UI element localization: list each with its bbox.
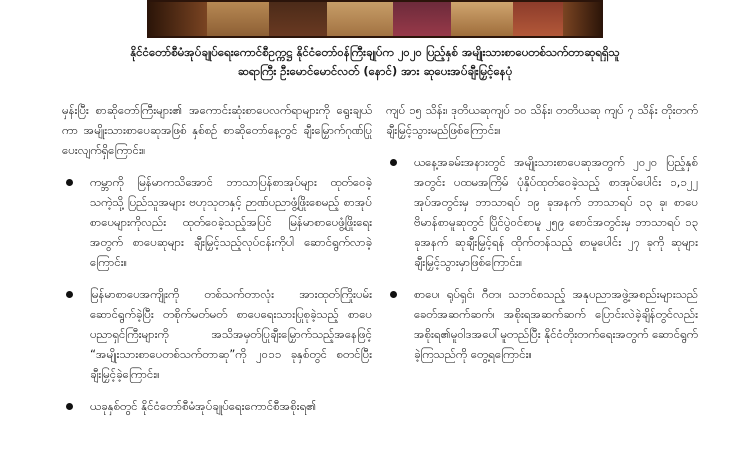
paragraph [386,100,698,140]
caption-line-1: နိုင်ငံတော်စီမံအုပ်ချုပ်ရေးကောင်စီဥက္ကဋ္ဌ နိုင်ငံတော်ဝန်ကြီးချုပ်က ၂၀၂၀ ပြည့်နှစ် အမျိုးသားစာပေတစ်သက်တာဆုရရှိသူ [130,45,620,59]
bullet-paragraph [62,284,372,384]
paragraph-text: မှန်းပြီး စာဆိုတော်ကြီးများ၏ အကောင်းဆုံးစာပေလက်ရာများကို ရွေးချယ်ကာ အမျိုးသားစာပေဆုအဖြစ် နှစ်စဉ် စာဆိုတော်နေ့တွင် ချီးမြှောက်ဂုဏ်ပြုပေးလျက်ရှိကြောင်း။ [62,103,372,157]
event-photo [147,0,603,38]
paragraph-text: မြန်မာစာပေအကျိုးကို တစ်သက်တာလုံး အားထုတ်ကြိုးပမ်းဆောင်ရွက်ခဲ့ပြီး တစိုက်မတ်မတ် စာပေရေးသားပြုစုခဲ့သည့် စာပေပညာရှင်ကြီးများကို အသိအမှတ်ပြုချီးမြှောက်သည့်အနေဖြင့် “အမျိုးသားစာပေတစ်သက်တာဆု”ကို ၂၀၁၁ ခုနှစ်တွင် စတင်ပြီးချီးမြှင့်ခဲ့ကြောင်း။ [90,287,372,381]
paragraph-text: စာပေ၊ ရုပ်ရှင်၊ ဂီတ၊ သဘင်စသည့် အနုပညာအဖွဲ့အစည်းများသည် ခေတ်အဆက်ဆက်၊ အစိုးရအဆက်ဆက် ပြောင်းလဲခဲ့ချိန်တွင်လည်း အစိုးရ၏မူဝါဒအပေါ်မူတည်ပြီး နိုင်ငံတိုးတက်ရေးအတွက် ဆောင်ရွက်ခဲ့ကြသည်ကို တွေ့ရကြောင်း။ [414,287,698,361]
paragraph-text: ကျပ် ၁၅ သိန်း၊ ဒုတိယဆုကျပ် ၁၀ သိန်း၊ တတိယဆု ကျပ် ၇ သိန်း တိုးတက်ချီးမြှင့်သွားမည်ဖြစ်ကြောင်း။ [386,103,698,137]
right-column [386,100,698,376]
paragraph-text: ယခုနှစ်တွင် နိုင်ငံတော်စီမံအုပ်ချုပ်ရေးကောင်စီအစိုးရ၏ [90,399,317,413]
bullet-icon [66,179,73,186]
bullet-icon [390,159,397,166]
bullet-icon [66,403,73,410]
bullet-icon [390,291,397,298]
bullet-paragraph [62,172,372,272]
paragraph [62,100,372,160]
bullet-icon [66,291,73,298]
bullet-paragraph [62,396,372,416]
paragraph-text: ကမ္ဘာကို မြန်မာကသိအောင် ဘာသာပြန်စာအုပ်များ ထုတ်ဝေခဲ့သကဲ့သို့ ပြည်သူအများ ဗဟုသုတနှင့် ဉာဏ်ပညာဖွံ့ဖြိုးစေမည့် စာအုပ်စာပေများကိုလည်း ထုတ်ဝေခဲ့သည့်အပြင် မြန်မာစာပေဖွံ့ဖြိုးရေးအတွက် စာပေဆုများ ချီးမြှင့်သည့်လုပ်ငန်းကိုပါ ဆောင်ရွက်လာခဲ့ကြောင်း။ [90,175,372,269]
paragraph-text: ယနေ့အခမ်းအနားတွင် အမျိုးသားစာပေဆုအတွက် ၂၀၂၀ ပြည့်နှစ်အတွင်း ပထမအကြိမ် ပုံနှိပ်ထုတ်ဝေခဲ့သည့် စာအုပ်ပေါင်း ၁,၁၂၂ အုပ်အတွင်းမှ ဘာသာရပ် ၁၉ ခုအနက် ဘာသာရပ် ၁၃ ခု၊ စာပေဗိမာန်စာမူဆုတွင် ပြိုင်ပွဲဝင်စာမူ ၂၅၉ စောင်အတွင်းမှ ဘာသာရပ် ၁၃ ခုအနက် ဆုချီးမြှင့်ရန် ထိုက်တန်သည့် စာမူပေါင်း ၂၇ ခုကို ဆုများချီးမြှင့်သွားမှာဖြစ်ကြောင်း။ [414,155,698,269]
bullet-paragraph [386,284,698,364]
photo-caption [40,43,710,81]
caption-line-2: ဆရာကြီး ဦးမောင်မောင်လတ် (နောင်) အား ဆုပေးအပ်ချီးမြှင့်နေပုံ [237,64,513,78]
left-column [62,100,372,428]
bullet-paragraph [386,152,698,272]
